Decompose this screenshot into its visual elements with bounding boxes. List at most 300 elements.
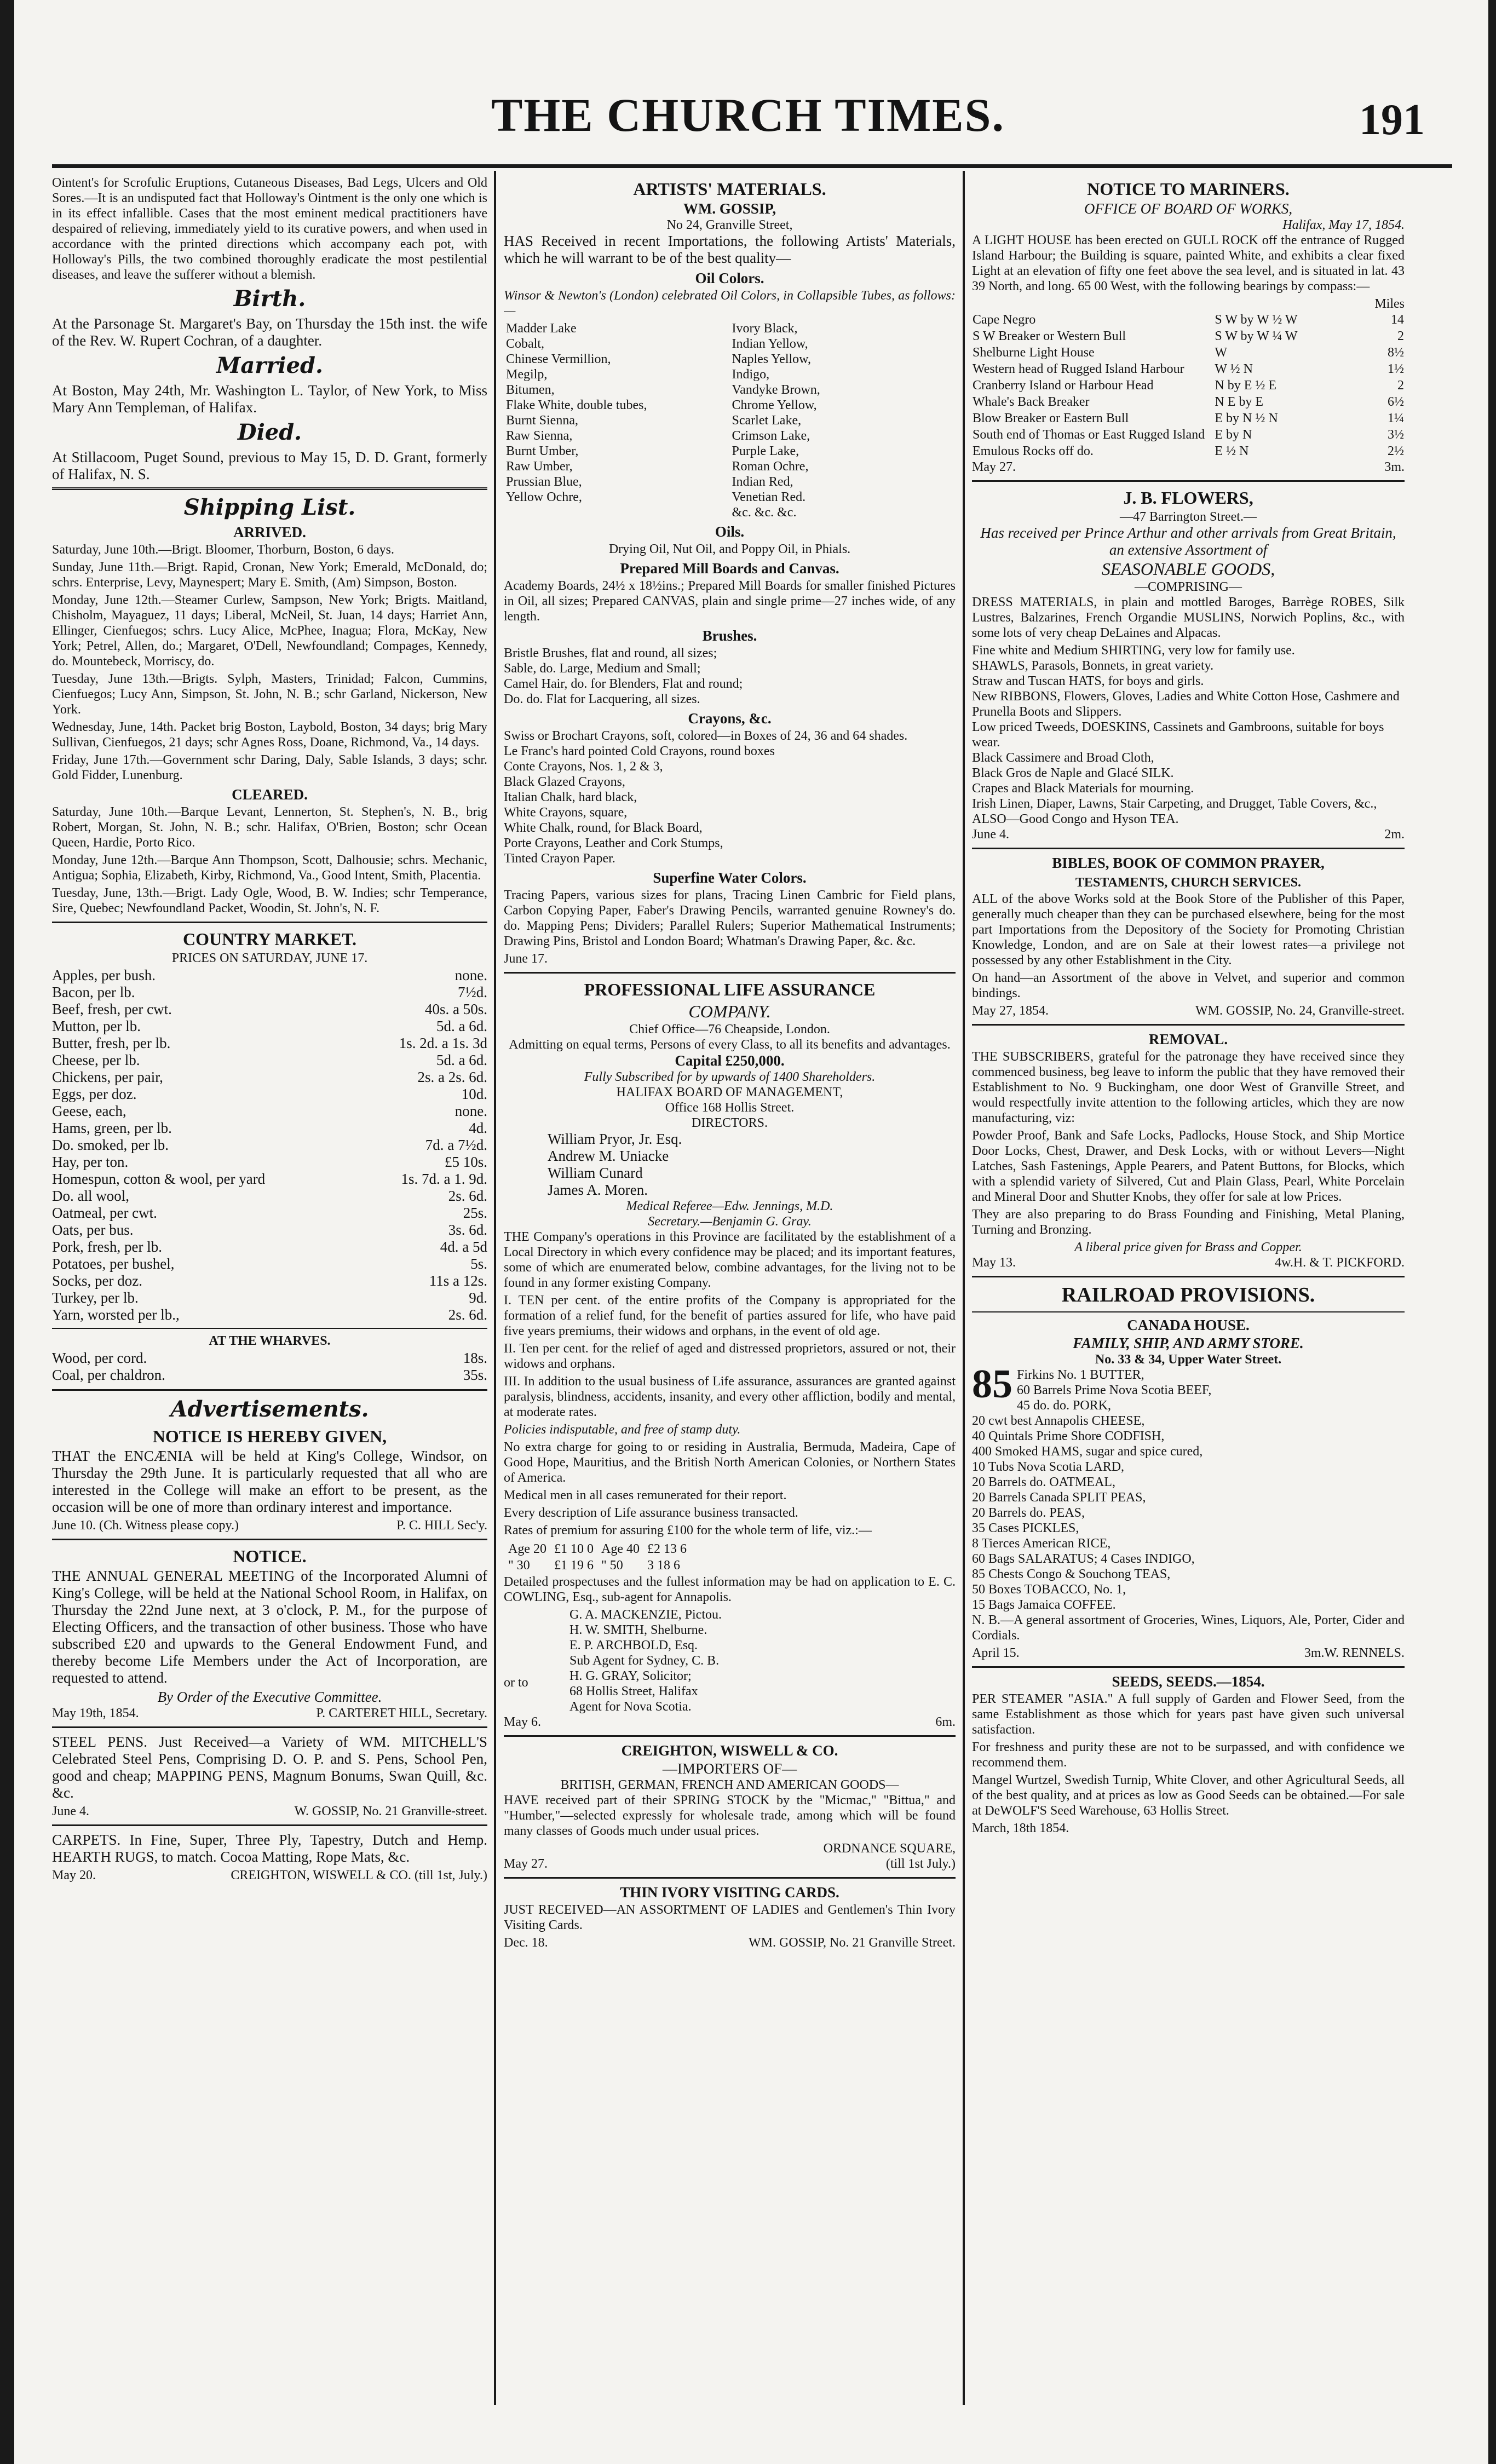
price-item: Pork, fresh, per lb. [52, 1239, 162, 1255]
price-value: 10d. [461, 1086, 487, 1102]
arrived-entry: Friday, June 17th.—Government schr Daring, Daly, Sable Islands, 3 days; schr. Gold Fidder, Lunenburg. [52, 753, 487, 782]
bearing-row [972, 344, 1405, 361]
bearing-miles: 8½ [1388, 346, 1404, 360]
rates-cell: " 50 [601, 1558, 623, 1573]
flowers-item: Low priced Tweeds, DOESKINS, Cassinets and Gambroons, suitable for boys wear. [972, 720, 1384, 750]
price-value: 2s. 6d. [448, 1188, 487, 1204]
mariners-body: A LIGHT HOUSE has been erected on GULL ROCK off the entrance of Rugged Island Harbour; the Building is square, painted White, and exhibits a clear fixed Light at an elevation of fifty one feet above the sea level, and is situated in lat. 43 39 North, and long. 65 00 West, with the following bearings by compass:— [972, 233, 1405, 293]
seeds-body: PER STEAMER "ASIA." A full supply of Garden and Flower Seed, from the same Establishment as those which for years past have given such universal satisfaction. [972, 1692, 1405, 1737]
price-value: 7½d. [458, 984, 487, 1000]
bearing-direction: E ½ N [1215, 444, 1249, 458]
canada-date: April 15. [972, 1646, 1020, 1660]
canada-big-number: 85 [972, 1362, 1012, 1407]
color-item: Indigo, [732, 367, 770, 382]
price-item: Do. smoked, per lb. [52, 1137, 169, 1153]
bearing-row [972, 328, 1405, 344]
price-value: none. [454, 1103, 487, 1119]
water-colors-heading: Superfine Water Colors. [653, 870, 807, 886]
color-item: Chinese Vermillion, [506, 352, 611, 366]
price-row [52, 1001, 487, 1018]
price-item: Oats, per bus. [52, 1222, 134, 1238]
colors-table [504, 321, 956, 520]
price-value: 5d. a 6d. [436, 1018, 487, 1034]
arrived-entry: Wednesday, June, 14th. Packet brig Boston, Laybold, Boston, 34 days; brig Mary Sullivan, Cienfuegos, 21 days; schr Agnes Ross, Doane, Richmond, Va., 14 days. [52, 720, 487, 750]
price-value: 9d. [469, 1289, 487, 1306]
bearing-place: S W Breaker or Western Bull [973, 329, 1126, 343]
newspaper-title: THE CHURCH TIMES. [491, 89, 1005, 141]
bearing-row [972, 312, 1405, 328]
cleared-entry: Monday, June 12th.—Barque Ann Thompson, Scott, Dalhousie; schrs. Mechanic, Antigua; Sophia, Elizabeth, Kirby, Richmond, Va., Good Intent, Smith, Placentia. [52, 853, 487, 883]
price-row [52, 1120, 487, 1137]
flowers-item: Straw and Tuscan HATS, for boys and girls. [972, 674, 1204, 688]
flowers-item: Black Cassimere and Broad Cloth, [972, 751, 1154, 765]
canada-item: 85 Chests Congo & Souchong TEAS, [972, 1567, 1171, 1581]
bearings-table [972, 312, 1405, 459]
birth-notice: At the Parsonage St. Margaret's Bay, on Thursday the 15th inst. the wife of the Rev. W. Rupert Cochran, of a daughter. [52, 315, 487, 349]
color-item: Indian Yellow, [732, 337, 808, 351]
life-heading: PROFESSIONAL LIFE ASSURANCE [584, 980, 876, 999]
divider [52, 487, 487, 490]
divider [972, 848, 1405, 849]
brushes-heading: Brushes. [702, 627, 757, 644]
market-heading: COUNTRY MARKET. [182, 929, 357, 949]
bearing-miles: 6½ [1388, 395, 1404, 409]
divider [52, 1389, 487, 1391]
price-item: Homespun, cotton & wool, per yard [52, 1171, 266, 1187]
died-heading: Died. [237, 419, 302, 445]
creighton-sub2: BRITISH, GERMAN, FRENCH AND AMERICAN GOODS— [560, 1778, 899, 1792]
director-name: William Cunard [548, 1165, 643, 1181]
canada-item: 60 Bags SALARATUS; 4 Cases INDIGO, [972, 1552, 1195, 1566]
life-term: 6m. [935, 1715, 956, 1729]
bearing-direction: E by N [1215, 428, 1252, 442]
cleared-heading: CLEARED. [232, 786, 308, 803]
colors-right-list [730, 321, 956, 520]
bearing-row [972, 394, 1405, 410]
removal-body: THE SUBSCRIBERS, grateful for the patronage they have received since they commenced business, beg leave to inform the public that they have removed their Establishment to No. 9 Buckingham, one door West of Granville Street, and would respectfully invite attention to the following articles, which they are now manufacturing, viz: [972, 1050, 1405, 1125]
agent-line: G. A. MACKENZIE, Pictou. [569, 1608, 722, 1622]
price-row [52, 1188, 487, 1205]
bibles-signature: WM. GOSSIP, No. 24, Granville-street. [1195, 1004, 1405, 1018]
wharves-prices [52, 1350, 487, 1384]
flowers-item: Black Gros de Naple and Glacé SILK. [972, 766, 1174, 780]
married-notice: At Boston, May 24th, Mr. Washington L. Taylor, of New York, to Miss Mary Ann Templeman, of Halifax. [52, 382, 487, 416]
flowers-item: SHAWLS, Parasols, Bonnets, in great variety. [972, 659, 1214, 673]
canada-item: 10 Tubs Nova Scotia LARD, [972, 1460, 1125, 1474]
masthead-rule [52, 164, 1452, 168]
boards-heading: Prepared Mill Boards and Canvas. [620, 560, 839, 577]
price-value: 4d. [469, 1120, 487, 1136]
rates-table [504, 1540, 691, 1574]
bearing-row [972, 410, 1405, 427]
oil-colors-heading: Oil Colors. [695, 270, 764, 286]
scan-edge-left [0, 0, 14, 2464]
price-row [52, 1273, 487, 1289]
price-item: Coal, per chaldron. [52, 1367, 165, 1383]
color-item: Purple Lake, [732, 444, 799, 458]
oil-colors-note: Winsor & Newton's (London) celebrated Oil Colors, in Collapsible Tubes, as follows:— [504, 289, 956, 318]
steel-pens-footer [52, 1804, 487, 1819]
price-item: Turkey, per lb. [52, 1289, 139, 1306]
removal-footer [972, 1255, 1405, 1270]
price-item: Mutton, per lb. [52, 1018, 141, 1034]
price-item: Hay, per ton. [52, 1154, 129, 1170]
canada-item: 400 Smoked HAMS, sugar and spice cured, [972, 1444, 1203, 1459]
price-item: Geese, each, [52, 1103, 126, 1119]
price-value: 7d. a 7½d. [425, 1137, 487, 1153]
ivory-heading: THIN IVORY VISITING CARDS. [620, 1884, 839, 1901]
color-item: Raw Umber, [506, 459, 573, 474]
mariners-term: 3m. [1384, 460, 1405, 474]
artists-heading: ARTISTS' MATERIALS. [633, 179, 826, 199]
canada-heading: CANADA HOUSE. [1127, 1317, 1250, 1333]
bearing-direction: S W by W ¼ W [1215, 329, 1298, 343]
brush-item: Sable, do. Large, Medium and Small; [504, 661, 701, 676]
canada-item: 45 do. do. PORK, [1017, 1398, 1112, 1413]
notice2-signature: P. CARTERET HILL, Secretary. [316, 1706, 487, 1720]
bibles-body: ALL of the above Works sold at the Book Store of the Publisher of this Paper, generally much cheaper than they can be purchased elsewhere, being for the most part Importations from the Depository of the Society for Promoting Christian Knowledge, London, and are on Sale at their lowest rates—a privilege not possessed by any other Establishment in the City. [972, 892, 1405, 968]
agent-line: Agent for Nova Scotia. [569, 1700, 692, 1714]
artists-intro: HAS Received in recent Importations, the following Artists' Materials, which he will warrant to be of the best quality— [504, 233, 956, 266]
life-heading-2: COMPANY. [688, 1001, 771, 1021]
advertisements-heading: Advertisements. [170, 1396, 369, 1422]
canada-list-block [972, 1362, 1405, 1613]
divider [52, 1824, 487, 1826]
column-rule-1 [494, 171, 496, 2405]
holloway-ad: Ointent's for Scrofulic Eruptions, Cutaneous Diseases, Bad Legs, Ulcers and Old Sores.—It is an undisputed fact that Holloway's Ointment is the only one which is in its effect infallible. Cases that the most eminent medical practitioners have despaired of relieving, immediately yield to its curative powers, and when used in accordance with the printed directions which accompany each pot, with Holloway's Pills, the two combined thoroughly eradicate the most pestilential diseases, and leave the sufferer without a blemish. [52, 176, 487, 282]
column-rule-2 [963, 171, 965, 2405]
price-row [52, 1069, 487, 1086]
steel-pens-ad: STEEL PENS. Just Received—a Variety of WM. MITCHELL'S Celebrated Steel Pens, Comprising D. O. P. and S. Pens, School Pen, good and cheap; MAPPING PENS, Magnum Bonums, Swan Quill, &c. &c. [52, 1734, 487, 1801]
ivory-body: JUST RECEIVED—AN ASSORTMENT OF LADIES and Gentlemen's Thin Ivory Visiting Cards. [504, 1903, 956, 1932]
canada-term: 3m. [1304, 1646, 1325, 1660]
oils-text: Drying Oil, Nut Oil, and Poppy Oil, in Phials. [608, 542, 851, 556]
rates-row [505, 1558, 690, 1573]
canada-first: Firkins No. 1 BUTTER, [1017, 1368, 1144, 1382]
canada-item: 40 Quintals Prime Shore CODFISH, [972, 1429, 1165, 1443]
life-board-office: Office 168 Hollis Street. [665, 1101, 795, 1115]
water-colors-text: Tracing Papers, various sizes for plans, Tracing Linen Cambric for Field plans, Carbon Copying Paper, Faber's Drawing Pencils, warranted genuine Rowney's do. do. Mapping Pens; Dividers; Parallel Rulers; Superior Mathematical Instruments; Drawing Pins, Bristol and London Board; Whatman's Drawing Paper, &c. &c. [504, 888, 956, 948]
price-value: 3s. 6d. [448, 1222, 487, 1238]
price-value: 11s a 12s. [429, 1273, 487, 1289]
agent-line: H. W. SMITH, Shelburne. [569, 1623, 707, 1637]
flowers-address: —47 Barrington Street.— [1120, 510, 1257, 524]
cleared-list [52, 804, 487, 916]
carpets-date: May 20. [52, 1868, 96, 1882]
seeds-heading: SEEDS, SEEDS.—1854. [1112, 1673, 1265, 1690]
brush-item: Do. do. Flat for Lacquering, all sizes. [504, 692, 700, 706]
column-2 [504, 175, 956, 2409]
life-board: HALIFAX BOARD OF MANAGEMENT, [616, 1085, 843, 1099]
canada-signature: W. RENNELS. [1324, 1646, 1405, 1660]
carpets-footer [52, 1868, 487, 1883]
canada-nb: N. B.—A general assortment of Groceries, Wines, Liquors, Ale, Porter, Cider and Cordials. [972, 1613, 1405, 1643]
oils-heading: Oils. [715, 523, 745, 540]
market-prices [52, 967, 487, 1323]
carpets-signature: CREIGHTON, WISWELL & CO. (till 1st, July.) [231, 1868, 487, 1882]
bearing-place: Blow Breaker or Eastern Bull [973, 411, 1129, 425]
flowers-seasonable: SEASONABLE GOODS, [1101, 559, 1275, 579]
price-value: 4d. a 5d [440, 1239, 487, 1255]
bibles-hand: On hand—an Assortment of the above in Velvet, and superior and common bindings. [972, 971, 1405, 1000]
crayon-item: Italian Chalk, hard black, [504, 790, 637, 804]
seeds-paragraph: Mangel Wurtzel, Swedish Turnip, White Clover, and other Agricultural Seeds, all of the best quality, and at prices as low as Good Seeds can be obtained.—For sale at DeWOLF'S Seed Warehouse, 63 Hollis Street. [972, 1773, 1405, 1818]
life-secretary: Secretary.—Benjamin G. Gray. [648, 1214, 812, 1229]
price-value: 1s. 7d. a 1. 9d. [401, 1171, 487, 1187]
price-row [52, 1367, 487, 1384]
masthead [0, 88, 1496, 170]
rates-row [505, 1541, 690, 1557]
market-subheading: PRICES ON SATURDAY, JUNE 17. [171, 951, 368, 965]
color-item: Venetian Red. [732, 490, 806, 504]
seeds-paragraph: For freshness and purity these are not to be surpassed, and with confidence we recommend them. [972, 1740, 1405, 1770]
divider [972, 1276, 1405, 1277]
bearing-row [972, 443, 1405, 459]
cleared-entry: Tuesday, June, 13th.—Brigt. Lady Ogle, Wood, B. W. Indies; schr Temperance, Sire, Quebec; Newfoundland Packet, Woodin, St. John's, N. F. [52, 886, 487, 916]
crayons-heading: Crayons, &c. [688, 710, 772, 727]
price-row [52, 1052, 487, 1069]
crayon-item: Swiss or Brochart Crayons, soft, colored—in Boxes of 24, 36 and 64 shades. [504, 729, 908, 743]
bearing-place: Emulous Rocks off do. [973, 444, 1094, 458]
rates-cell: £2 13 6 [647, 1542, 687, 1556]
life-paragraph: Detailed prospectuses and the fullest information may be had on application to E. C. COWLING, Esq., sub-agent for Annapolis. [504, 1575, 956, 1604]
price-item: Potatoes, per bushel, [52, 1256, 175, 1272]
creighton-sub: —IMPORTERS OF— [662, 1760, 797, 1777]
notice-body: THAT the ENCÆNIA will be held at King's College, Windsor, on Thursday the 29th June. It is particularly requested that all who are interested in the College will make an effort to be present, as the occasion will be one of more than ordinary interest and importance. [52, 1448, 487, 1515]
canada-sub: FAMILY, SHIP, AND ARMY STORE. [1073, 1335, 1304, 1351]
director-name: James A. Moren. [548, 1182, 648, 1198]
life-date: May 6. [504, 1715, 541, 1729]
price-item: Chickens, per pair, [52, 1069, 163, 1085]
bearing-direction: N E by E [1215, 395, 1264, 409]
crayon-item: Tinted Crayon Paper. [504, 851, 615, 866]
rates-cell: £1 10 0 [554, 1542, 594, 1556]
bibles-date: May 27, 1854. [972, 1004, 1049, 1018]
flowers-dress: DRESS MATERIALS, in plain and mottled Baroges, Barrège ROBES, Silk Lustres, Balzarines, French Organdie MUSLINS, Norwich Poplins, &c., with some lots of very cheap DeLaines and Alpacas. [972, 595, 1405, 640]
color-item: Indian Red, [732, 475, 793, 489]
arrived-entry: Saturday, June 10th.—Brigt. Bloomer, Thorburn, Boston, 6 days. [52, 543, 394, 557]
page-number: 191 [1359, 96, 1425, 144]
price-item: Bacon, per lb. [52, 984, 135, 1000]
life-paragraph: II. Ten per cent. for the relief of aged and distressed proprietors, assured or not, their widows and orphans. [504, 1342, 956, 1371]
color-item: Madder Lake [506, 321, 577, 336]
rates-cell: " 30 [508, 1558, 530, 1573]
notice-date: June 10. (Ch. Witness please copy.) [52, 1518, 239, 1533]
color-item: &c. &c. &c. [732, 505, 797, 520]
directors-heading: DIRECTORS. [692, 1116, 768, 1130]
seeds-date: March, 18th 1854. [972, 1821, 1069, 1835]
canada-item: 15 Bags Jamaica COFFEE. [972, 1598, 1116, 1612]
life-admit: Admitting on equal terms, Persons of every Class, to all its benefits and advantages. [509, 1038, 951, 1052]
flowers-item: Fine white and Medium SHIRTING, very low for family use. [972, 643, 1295, 658]
price-item: Yarn, worsted per lb., [52, 1306, 180, 1323]
price-item: Beef, fresh, per cwt. [52, 1001, 172, 1017]
bibles-footer [972, 1003, 1405, 1018]
color-item: Burnt Sienna, [506, 413, 578, 428]
ivory-footer [504, 1935, 956, 1950]
carpets-ad: CARPETS. In Fine, Super, Three Ply, Tapestry, Dutch and Hemp. HEARTH RUGS, to match. Cocoa Matting, Rope Mats, &c. [52, 1832, 487, 1865]
notice-heading: NOTICE IS HEREBY GIVEN, [152, 1426, 387, 1446]
bibles-heading: BIBLES, BOOK OF COMMON PRAYER, [1052, 855, 1325, 871]
creighton-body: HAVE received part of their SPRING STOCK by the "Micmac," "Bittua," and "Humber,"—selected expressly for wholesale trade, among which will be found many classes of Goods much under usual prices. [504, 1793, 956, 1838]
price-item: Oatmeal, per cwt. [52, 1205, 157, 1221]
flowers-item: New RIBBONS, Flowers, Gloves, Ladies and White Cotton Hose, Cashmere and Prunella Boots and Slippers. [972, 689, 1400, 719]
price-item: Do. all wool, [52, 1188, 129, 1204]
life-referee: Medical Referee—Edw. Jennings, M.D. [626, 1199, 833, 1213]
price-value: 35s. [463, 1367, 487, 1383]
life-capital: Capital £250,000. [675, 1052, 785, 1069]
color-item: Megilp, [506, 367, 548, 382]
agents-or: or to [504, 1676, 528, 1690]
price-row [52, 1306, 487, 1323]
life-paragraph: I. TEN per cent. of the entire profits of the Company is appropriated for the formation of a relief fund, for the benefit of parties assured for life, who have paid five years premiums, their widows and orphans, in the event of old age. [504, 1293, 956, 1338]
bearing-place: Shelburne Light House [973, 346, 1095, 360]
creighton-till: (till 1st July.) [885, 1857, 956, 1871]
canada-item: 20 Barrels Canada SPLIT PEAS, [972, 1490, 1146, 1505]
arrived-entry: Sunday, June 11th.—Brigt. Rapid, Cronan, New York; Emerald, McDonald, do; schrs. Enterprise, Levy, Maynespert; Mary E. Smith, (Am) Simpson, Boston. [52, 560, 487, 590]
flowers-comprising: —COMPRISING— [1134, 580, 1242, 594]
notice2-date: May 19th, 1854. [52, 1706, 139, 1720]
agent-line: Sub Agent for Sydney, C. B. [569, 1654, 720, 1668]
flowers-item: Crapes and Black Materials for mourning. [972, 781, 1194, 796]
notice-footer [52, 1518, 487, 1533]
color-item: Burnt Umber, [506, 444, 579, 458]
flowers-item: ALSO—Good Congo and Hyson TEA. [972, 812, 1179, 826]
notice-signature: P. C. HILL Sec'y. [396, 1518, 487, 1533]
divider [972, 1311, 1405, 1312]
bearing-miles: 1¼ [1388, 411, 1404, 425]
removal-signature: H. & T. PICKFORD. [1293, 1256, 1405, 1270]
mariners-sub: OFFICE OF BOARD OF WORKS, [1084, 200, 1293, 217]
price-row [52, 1222, 487, 1239]
brush-item: Camel Hair, do. for Blenders, Flat and round; [504, 677, 743, 691]
crayon-item: Black Glazed Crayons, [504, 775, 625, 789]
notice2-body: THE ANNUAL GENERAL MEETING of the Incorporated Alumni of King's College, will be held at the National School Room, in Halifax, on Thursday the 22nd June next, at 3 o'clock, P. M., for the purpose of Electing Officers, and the transaction of other business. Those who have subscribed £20 and upwards to the General Endowment Fund, and thereby become Life Members under the Act of Incorporation, are requested to attend. [52, 1568, 487, 1686]
canada-item: 60 Barrels Prime Nova Scotia BEEF, [1017, 1383, 1212, 1397]
price-row [52, 1035, 487, 1052]
color-item: Yellow Ochre, [506, 490, 582, 504]
color-item: Chrome Yellow, [732, 398, 817, 412]
rates-cell: £1 19 6 [554, 1558, 594, 1573]
divider [972, 480, 1405, 482]
price-row [52, 984, 487, 1001]
crayon-item: White Chalk, round, for Black Board, [504, 821, 703, 835]
flowers-term: 2m. [1384, 827, 1405, 842]
price-value: 40s. a 50s. [425, 1001, 487, 1017]
life-office: Chief Office—76 Cheapside, London. [629, 1022, 830, 1037]
crayon-item: Conte Crayons, Nos. 1, 2 & 3, [504, 759, 663, 774]
price-row [52, 1137, 487, 1154]
agents-block [504, 1607, 956, 1714]
price-value: 2s. a 2s. 6d. [417, 1069, 487, 1085]
canada-footer [972, 1645, 1405, 1661]
price-row [52, 1154, 487, 1171]
color-item: Raw Sienna, [506, 429, 573, 443]
color-item: Roman Ochre, [732, 459, 809, 474]
bearing-place: Western head of Rugged Island Harbour [973, 362, 1184, 376]
bearing-row [972, 377, 1405, 394]
life-paragraph: No extra charge for going to or residing in Australia, Bermuda, Madeira, Cape of Good Hope, Mauritius, and the British North American Colonies, or Northern States of America. [504, 1440, 956, 1485]
price-item: Hams, green, per lb. [52, 1120, 172, 1136]
divider [972, 1024, 1405, 1026]
rates-cell: 3 18 6 [647, 1558, 680, 1573]
price-row [52, 1018, 487, 1035]
price-item: Apples, per bush. [52, 967, 156, 983]
column-3 [972, 175, 1405, 2409]
railroad-heading: RAILROAD PROVISIONS. [1061, 1283, 1315, 1306]
removal-heading: REMOVAL. [1148, 1031, 1228, 1047]
price-value: 25s. [463, 1205, 487, 1221]
color-item: Scarlet Lake, [732, 413, 802, 428]
artists-name: WM. GOSSIP, [683, 200, 776, 217]
price-item: Butter, fresh, per lb. [52, 1035, 171, 1051]
bearing-miles: 2 [1397, 329, 1404, 343]
divider [52, 1328, 487, 1329]
bearings-unit: Miles [1374, 297, 1405, 311]
price-value: 5s. [470, 1256, 487, 1272]
agent-line: H. G. GRAY, Solicitor; [569, 1669, 692, 1683]
brushes-list [504, 646, 956, 707]
divider [52, 922, 487, 923]
agents-list [569, 1607, 722, 1714]
notice2-heading: NOTICE. [233, 1546, 307, 1566]
divider [504, 1877, 956, 1879]
life-paragraph: III. In addition to the usual business of Life assurance, assurances are granted against paralysis, blindness, accidents, insanity, and every other affliction, bodily and mental, at moderate rates. [504, 1374, 956, 1419]
canada-address: No. 33 & 34, Upper Water Street. [1095, 1352, 1282, 1367]
ivory-date: Dec. 18. [504, 1936, 548, 1950]
removal-date: May 13. [972, 1256, 1016, 1270]
divider [972, 1666, 1405, 1668]
price-value: £5 10s. [444, 1154, 487, 1170]
bibles-sub: TESTAMENTS, CHURCH SERVICES. [1075, 876, 1302, 890]
divider [504, 972, 956, 974]
color-item: Bitumen, [506, 383, 555, 397]
price-row [52, 967, 487, 984]
color-item: Flake White, double tubes, [506, 398, 647, 412]
price-row [52, 1289, 487, 1306]
bearing-direction: S W by W ½ W [1215, 313, 1298, 327]
mariners-footer [972, 459, 1405, 475]
flowers-date: June 4. [972, 827, 1009, 842]
price-item: Cheese, per lb. [52, 1052, 140, 1068]
flowers-heading: J. B. FLOWERS, [1123, 488, 1253, 508]
scan-edge-right [1488, 0, 1496, 2464]
bearing-miles: 1½ [1388, 362, 1404, 376]
color-item: Crimson Lake, [732, 429, 810, 443]
life-subscribed: Fully Subscribed for by upwards of 1400 Shareholders. [584, 1070, 876, 1084]
flowers-list [972, 643, 1405, 827]
crayons-list [504, 728, 956, 866]
price-value: 1s. 2d. a 1s. 3d [399, 1035, 487, 1051]
life-paragraph: THE Company's operations in this Province are facilitated by the establishment of a Local Directory in which every confidence may be placed; and its important features, some of which are enumerated below, combine advantages, for the living not to be found in any former existing Company. [504, 1230, 956, 1290]
rates-cell: Age 40 [601, 1542, 640, 1556]
bearing-miles: 2 [1397, 378, 1404, 393]
bearing-row [972, 427, 1405, 443]
creighton-date: May 27. [504, 1857, 548, 1871]
life-paragraph: Rates of premium for assuring £100 for the whole term of life, viz.:— [504, 1523, 872, 1538]
canada-item: 20 Barrels do. OATMEAL, [972, 1475, 1115, 1489]
removal-term: 4w. [1275, 1256, 1293, 1270]
canada-item: 50 Boxes TOBACCO, No. 1, [972, 1582, 1126, 1597]
rates-cell: Age 20 [508, 1542, 546, 1556]
life-paragraph: Policies indisputable, and free of stamp duty. [504, 1423, 741, 1437]
price-item: Wood, per cord. [52, 1350, 147, 1366]
creighton-heading: CREIGHTON, WISWELL & CO. [621, 1742, 838, 1759]
price-value: 5d. a 6d. [436, 1052, 487, 1068]
arrived-entry: Monday, June 12th.—Steamer Curlew, Sampson, New York; Brigts. Maitland, Chisholm, Mayaguez, 11 days; Liberal, McNeil, St. Juan, 14 days; Harriet Ann, Ellinger, Cienfuegos; schrs. Lucy Alice, McPhee, Inagua; Flora, McKay, New York; Petrel, Allen, do.; Margaret, O'Dell, Newfoundland; Compages, Kennedy, do. Mountebeck, Morriscy, do. [52, 593, 487, 669]
crayon-item: White Crayons, square, [504, 805, 628, 820]
bearing-miles: 3½ [1388, 428, 1404, 442]
